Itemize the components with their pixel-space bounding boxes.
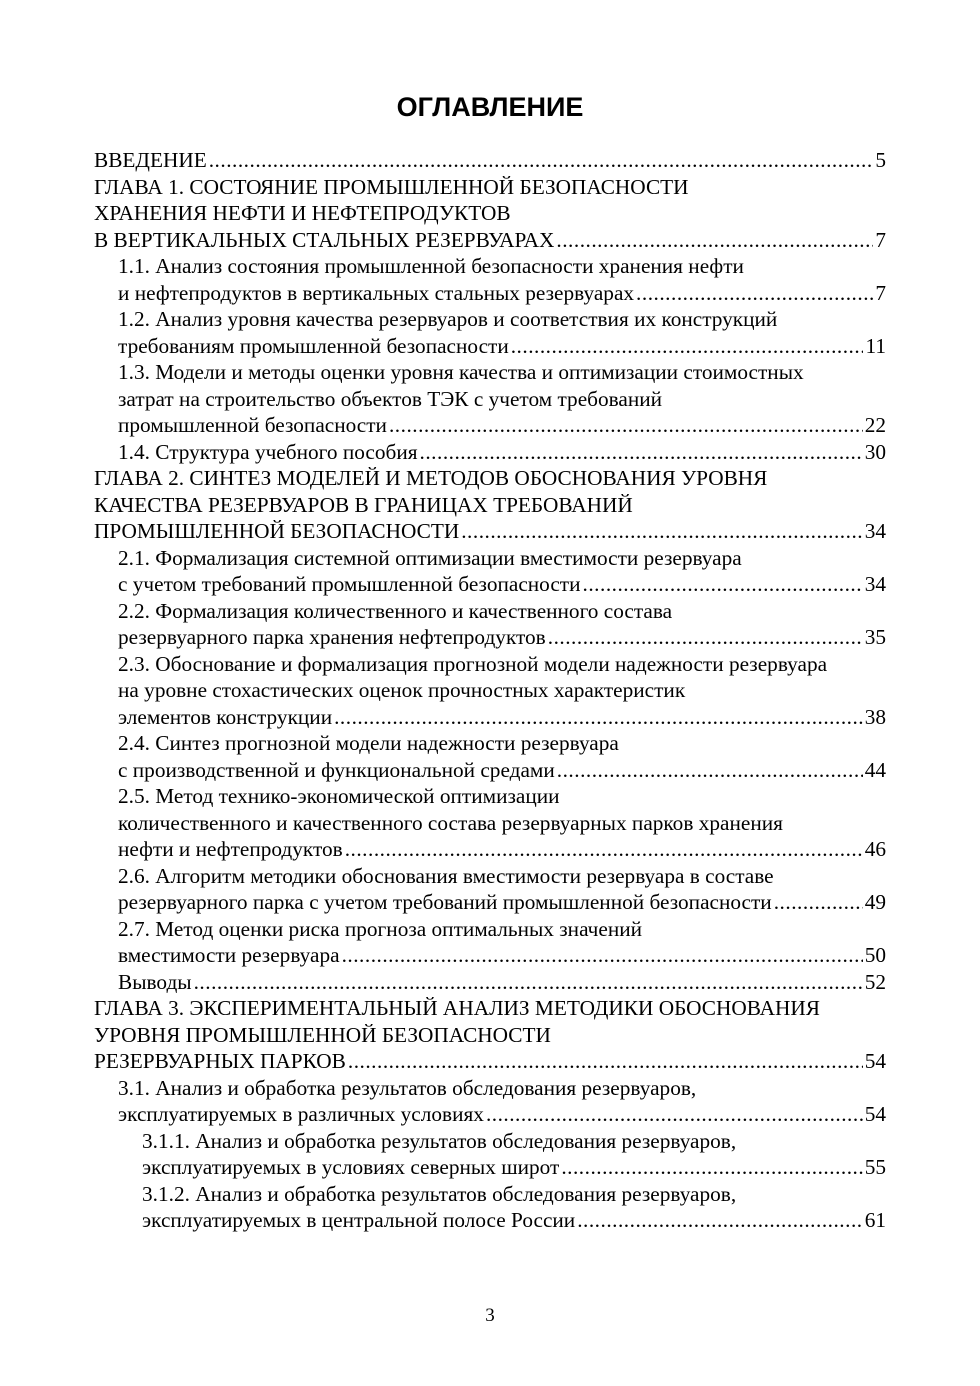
toc-line xyxy=(94,624,886,651)
toc-line xyxy=(94,359,886,386)
toc-page-number: 61 xyxy=(864,1208,886,1232)
toc-entry[interactable] xyxy=(94,1128,886,1181)
toc-line xyxy=(94,174,886,201)
toc-page-number: 7 xyxy=(875,227,886,252)
dot-leader xyxy=(209,147,874,174)
toc-line xyxy=(94,571,886,598)
toc-line xyxy=(94,386,886,413)
toc-line xyxy=(94,412,886,439)
dot-leader xyxy=(461,518,862,545)
toc-page-number: 52 xyxy=(864,969,886,994)
dot-leader xyxy=(561,1154,862,1181)
dot-leader xyxy=(556,227,873,254)
toc-entry-text: 1.3. Модели и методы оценки уровня качества и оптимизации стоимостных xyxy=(118,360,804,384)
toc-entry[interactable] xyxy=(94,1181,886,1234)
dot-leader xyxy=(577,1207,863,1234)
toc-entry-text: промышленной безопасности xyxy=(118,413,387,437)
toc-entry[interactable] xyxy=(94,359,886,439)
toc-page-number: 49 xyxy=(864,890,886,914)
toc-page-number: 30 xyxy=(864,439,886,464)
toc-entry-text: вместимости резервуара xyxy=(118,943,340,967)
toc-line xyxy=(94,704,886,731)
dot-leader xyxy=(194,969,863,996)
toc-line xyxy=(94,969,886,996)
toc-page-number: 54 xyxy=(864,1049,886,1073)
toc-line xyxy=(94,1075,886,1102)
toc-entry-text: ХРАНЕНИЯ НЕФТИ И НЕФТЕПРОДУКТОВ xyxy=(94,201,511,225)
toc-entry[interactable] xyxy=(94,306,886,359)
toc-page-number: 38 xyxy=(864,704,886,729)
toc-entry-text: эксплуатируемых в центральной полосе России xyxy=(142,1208,576,1232)
toc-entry-text: Выводы xyxy=(118,969,192,994)
toc-line xyxy=(94,677,886,704)
toc-entry-text: В ВЕРТИКАЛЬНЫХ СТАЛЬНЫХ РЕЗЕРВУАРАХ xyxy=(94,227,555,252)
toc-line xyxy=(94,253,886,280)
toc-line xyxy=(94,651,886,678)
toc-entry-text: 2.6. Алгоритм методики обоснования вместимости резервуара в составе xyxy=(118,863,774,888)
toc-line xyxy=(94,1207,886,1234)
toc-entry-text: 2.7. Метод оценки риска прогноза оптимальных значений xyxy=(118,916,643,941)
toc-entry-text: резервуарного парка с учетом требований промышленной безопасности xyxy=(118,890,772,914)
dot-leader xyxy=(348,1048,863,1075)
toc-line xyxy=(94,995,886,1022)
toc-entry-text: 2.4. Синтез прогнозной модели надежности резервуара xyxy=(118,731,619,755)
toc-entry-text: ГЛАВА 2. СИНТЕЗ МОДЕЛЕЙ И МЕТОДОВ ОБОСНОВАНИЯ УРОВНЯ xyxy=(94,466,768,490)
toc-page-number: 22 xyxy=(864,413,886,437)
page-title: ОГЛАВЛЕНИЕ xyxy=(396,92,584,122)
toc-page-number: 11 xyxy=(865,333,886,358)
toc-entry-text: элементов конструкции xyxy=(118,704,333,729)
toc-line xyxy=(94,227,886,254)
toc-entry-text: ВВЕДЕНИЕ xyxy=(94,148,207,172)
toc-entry[interactable] xyxy=(94,651,886,731)
toc-line xyxy=(94,1048,886,1075)
toc-entry-text: затрат на строительство объектов ТЭК с учетом требований xyxy=(118,386,663,411)
toc-entry[interactable] xyxy=(94,439,886,466)
toc-entry-text: 3.1.1. Анализ и обработка результатов обследования резервуаров, xyxy=(142,1128,737,1153)
toc-line xyxy=(94,836,886,863)
toc-line xyxy=(94,1128,886,1155)
toc-line xyxy=(94,545,886,572)
toc-page-number: 44 xyxy=(864,757,886,782)
toc-entry-text: 2.2. Формализация количественного и качественного состава xyxy=(118,598,673,623)
dot-leader xyxy=(342,942,863,969)
table-of-contents xyxy=(94,147,886,1234)
toc-entry-text: 1.1. Анализ состояния промышленной безопасности хранения нефти xyxy=(118,254,744,278)
toc-entry-text: 3.1.2. Анализ и обработка результатов обследования резервуаров, xyxy=(142,1181,737,1206)
toc-line xyxy=(94,863,886,890)
toc-entry[interactable] xyxy=(94,863,886,916)
toc-entry-text: 1.4. Структура учебного пособия xyxy=(118,439,418,464)
toc-entry[interactable] xyxy=(94,174,886,254)
toc-page-number: 35 xyxy=(864,625,886,649)
toc-page-number: 46 xyxy=(864,837,886,861)
toc-entry[interactable] xyxy=(94,253,886,306)
dot-leader xyxy=(774,889,863,916)
toc-entry-text: ГЛАВА 1. СОСТОЯНИЕ ПРОМЫШЛЕННОЙ БЕЗОПАСНОСТИ xyxy=(94,174,689,199)
toc-line xyxy=(94,783,886,810)
toc-line xyxy=(94,439,886,466)
toc-entry-text: эксплуатируемых в условиях северных широт xyxy=(142,1155,560,1179)
toc-line xyxy=(94,306,886,333)
toc-page-number: 5 xyxy=(875,148,886,172)
toc-line xyxy=(94,492,886,519)
dot-leader xyxy=(583,571,863,598)
toc-entry[interactable] xyxy=(94,730,886,783)
toc-line xyxy=(94,942,886,969)
toc-line xyxy=(94,1101,886,1128)
toc-page-number: 50 xyxy=(864,943,886,967)
toc-entry-text: ГЛАВА 3. ЭКСПЕРИМЕНТАЛЬНЫЙ АНАЛИЗ МЕТОДИКИ ОБОСНОВАНИЯ xyxy=(94,996,820,1020)
toc-entry[interactable] xyxy=(94,969,886,996)
toc-page-number: 34 xyxy=(864,519,886,543)
dot-leader xyxy=(334,704,863,731)
toc-entry-text: эксплуатируемых в различных условиях xyxy=(118,1102,484,1126)
toc-entry-text: на уровне стохастических оценок прочностных характеристик xyxy=(118,678,686,702)
toc-page-number: 54 xyxy=(864,1102,886,1126)
toc-line xyxy=(94,810,886,837)
toc-entry-text: 2.5. Метод технико-экономической оптимизации xyxy=(118,784,560,808)
toc-entry-text: 3.1. Анализ и обработка результатов обследования резервуаров, xyxy=(118,1075,697,1100)
toc-line xyxy=(94,1181,886,1208)
toc-line xyxy=(94,333,886,360)
toc-entry[interactable] xyxy=(94,783,886,863)
toc-entry[interactable] xyxy=(94,147,886,174)
dot-leader xyxy=(511,333,864,360)
dot-leader xyxy=(486,1101,863,1128)
toc-line xyxy=(94,730,886,757)
toc-line xyxy=(94,1154,886,1181)
toc-entry[interactable] xyxy=(94,545,886,598)
toc-entry-text: 1.2. Анализ уровня качества резервуаров и соответствия их конструкций xyxy=(118,307,778,331)
toc-line xyxy=(94,916,886,943)
toc-entry-text: нефти и нефтепродуктов xyxy=(118,837,343,861)
toc-entry-text: количественного и качественного состава резервуарных парков хранения xyxy=(118,810,783,835)
toc-line xyxy=(94,598,886,625)
toc-entry-text: КАЧЕСТВА РЕЗЕРВУАРОВ В ГРАНИЦАХ ТРЕБОВАНИЙ xyxy=(94,492,633,517)
toc-entry-text: с учетом требований промышленной безопасности xyxy=(118,572,581,596)
toc-line xyxy=(94,280,886,307)
toc-entry[interactable] xyxy=(94,916,886,969)
toc-entry-text: РЕЗЕРВУАРНЫХ ПАРКОВ xyxy=(94,1049,346,1073)
dot-leader xyxy=(345,836,863,863)
dot-leader xyxy=(389,412,863,439)
toc-entry-text: и нефтепродуктов в вертикальных стальных резервуарах xyxy=(118,280,635,305)
toc-entry[interactable] xyxy=(94,598,886,651)
toc-line xyxy=(94,518,886,545)
toc-entry-text: требованиям промышленной безопасности xyxy=(118,333,509,358)
dot-leader xyxy=(548,624,863,651)
toc-entry[interactable] xyxy=(94,1075,886,1128)
toc-line xyxy=(94,889,886,916)
toc-line xyxy=(94,1022,886,1049)
toc-page-number: 34 xyxy=(864,572,886,596)
dot-leader xyxy=(557,757,863,784)
toc-line xyxy=(94,200,886,227)
toc-entry-text: резервуарного парка хранения нефтепродуктов xyxy=(118,625,546,649)
toc-page-number: 55 xyxy=(864,1155,886,1179)
page-number: 3 xyxy=(485,1305,495,1326)
toc-entry[interactable] xyxy=(94,995,886,1075)
toc-line xyxy=(94,757,886,784)
toc-entry-text: 2.1. Формализация системной оптимизации вместимости резервуара xyxy=(118,545,742,570)
toc-entry-text: ПРОМЫШЛЕННОЙ БЕЗОПАСНОСТИ xyxy=(94,519,460,543)
toc-page-number: 7 xyxy=(875,280,886,305)
toc-line xyxy=(94,147,886,174)
toc-entry[interactable] xyxy=(94,465,886,545)
toc-entry-text: УРОВНЯ ПРОМЫШЛЕННОЙ БЕЗОПАСНОСТИ xyxy=(94,1022,551,1047)
dot-leader xyxy=(420,439,863,466)
toc-entry-text: 2.3. Обоснование и формализация прогнозной модели надежности резервуара xyxy=(118,651,828,676)
toc-entry-text: с производственной и функциональной средами xyxy=(118,757,555,782)
dot-leader xyxy=(636,280,873,307)
toc-line xyxy=(94,465,886,492)
